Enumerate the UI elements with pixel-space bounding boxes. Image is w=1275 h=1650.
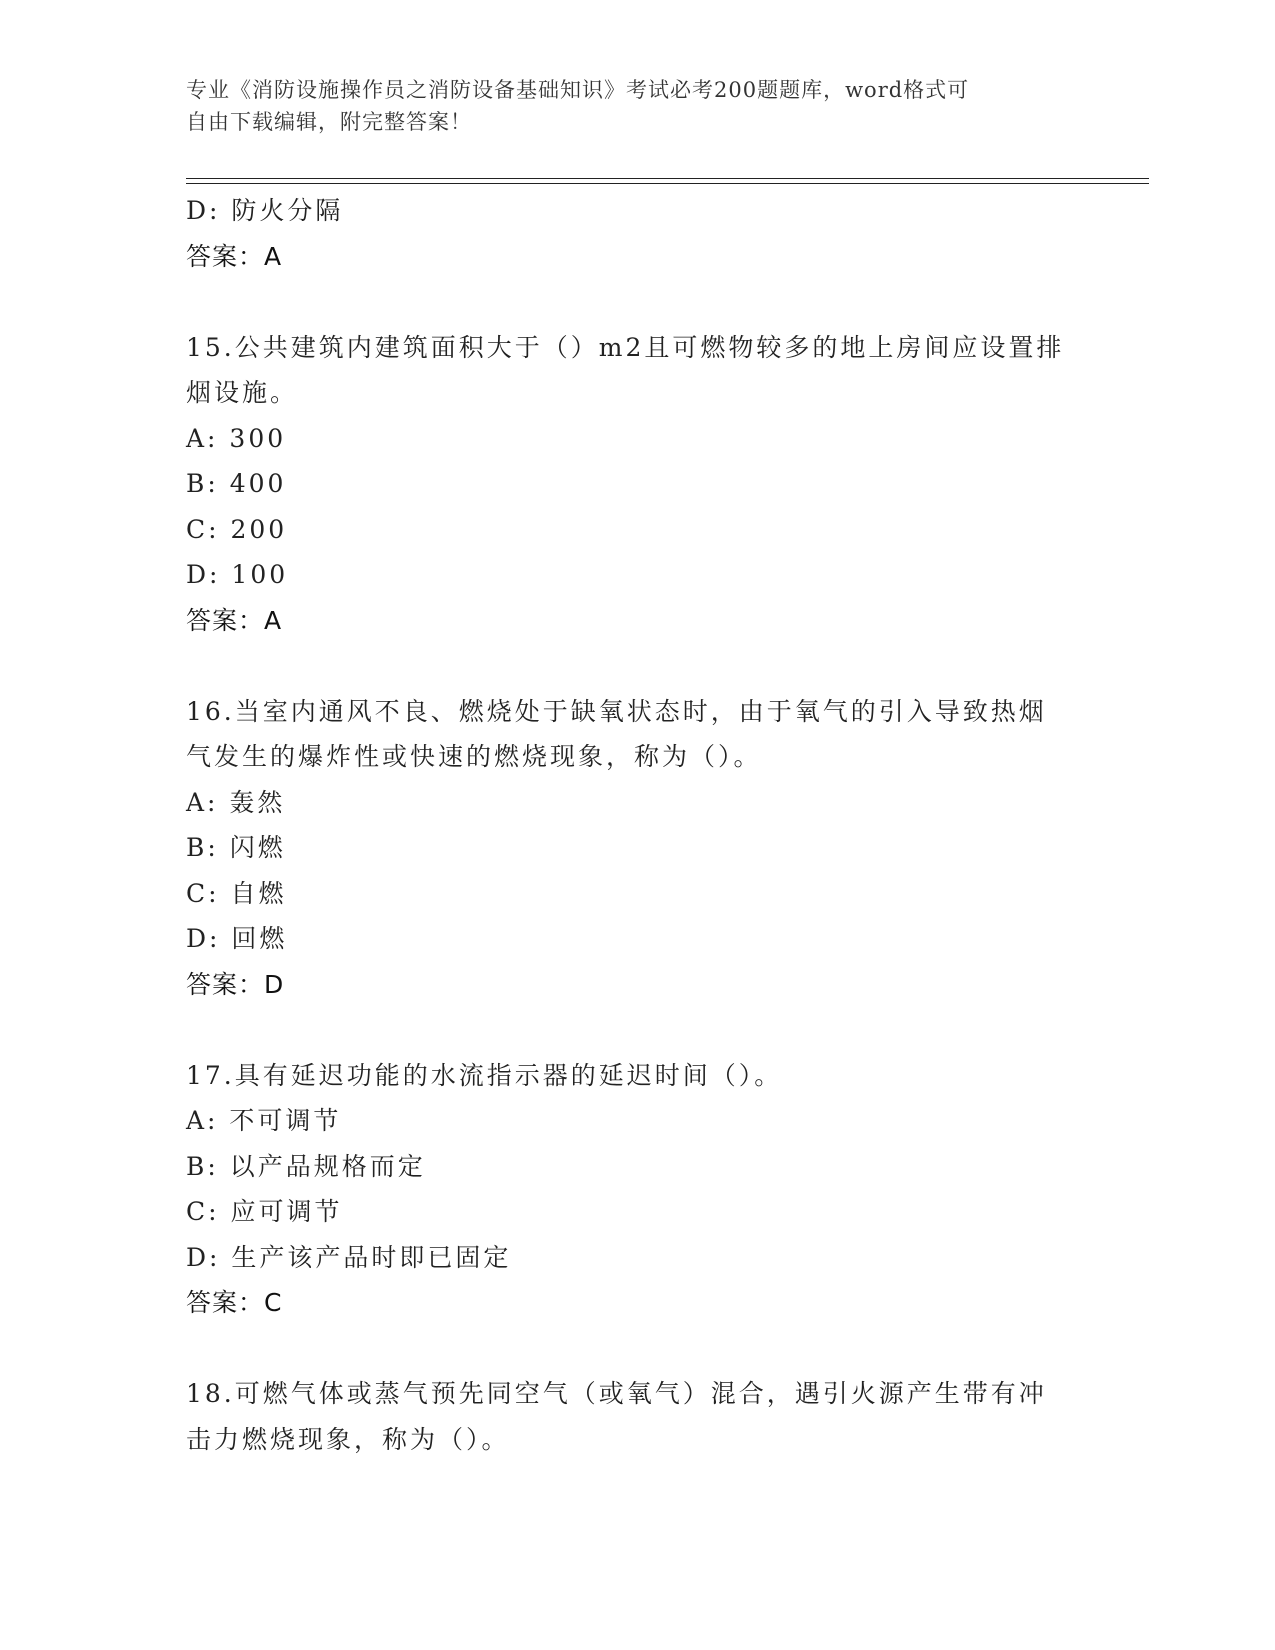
document-body <box>186 188 1086 1462</box>
option-d: D: 生产该产品时即已固定 <box>186 1242 512 1272</box>
question-15 <box>186 325 1086 644</box>
prev-question-answer: 答案：A <box>186 241 283 271</box>
option-a: A: 不可调节 <box>186 1106 342 1135</box>
question-stem: 17.具有延迟功能的水流指示器的延迟时间（）。 <box>186 1060 783 1090</box>
question-stem: 18.可燃气体或蒸气预先同空气（或氧气）混合，遇引火源产生带有冲 <box>186 1379 1047 1408</box>
question-stem: 16.当室内通风不良、燃烧处于缺氧状态时，由于氧气的引入导致热烟 <box>186 696 1047 726</box>
answer: 答案：C <box>186 1288 283 1317</box>
prev-question-option-d: D: 防火分隔 <box>186 196 344 225</box>
option-a: A: 300 <box>186 423 287 453</box>
option-c: C: 200 <box>186 514 288 544</box>
document-header <box>186 74 1066 138</box>
question-18 <box>186 1371 1086 1462</box>
spacer <box>186 643 1086 689</box>
question-stem-continued: 烟设施。 <box>186 378 299 407</box>
option-a: A: 轰然 <box>186 787 286 817</box>
question-16 <box>186 689 1086 1008</box>
spacer <box>186 1326 1086 1372</box>
header-line-1: 专业《消防设施操作员之消防设备基础知识》考试必考200题题库，word格式可 <box>186 78 970 102</box>
option-b: B: 400 <box>186 469 287 498</box>
question-17 <box>186 1053 1086 1326</box>
spacer <box>186 1007 1086 1053</box>
question-stem-continued: 击力燃烧现象，称为（）。 <box>186 1424 510 1454</box>
answer: 答案：A <box>186 605 283 635</box>
header-line-2: 自由下载编辑，附完整答案！ <box>186 110 472 134</box>
spacer <box>186 279 1086 325</box>
option-c: C: 应可调节 <box>186 1197 343 1226</box>
header-divider <box>186 178 1149 184</box>
question-stem-continued: 气发生的爆炸性或快速的燃烧现象，称为（）。 <box>186 742 762 771</box>
option-b: B: 闪燃 <box>186 833 286 862</box>
answer: 答案：D <box>186 969 285 999</box>
option-c: C: 自燃 <box>186 878 287 908</box>
question-stem: 15.公共建筑内建筑面积大于（）m2且可燃物较多的地上房间应设置排 <box>186 332 1065 362</box>
option-b: B: 以产品规格而定 <box>186 1151 426 1181</box>
option-d: D: 回燃 <box>186 924 288 953</box>
option-d: D: 100 <box>186 560 289 589</box>
